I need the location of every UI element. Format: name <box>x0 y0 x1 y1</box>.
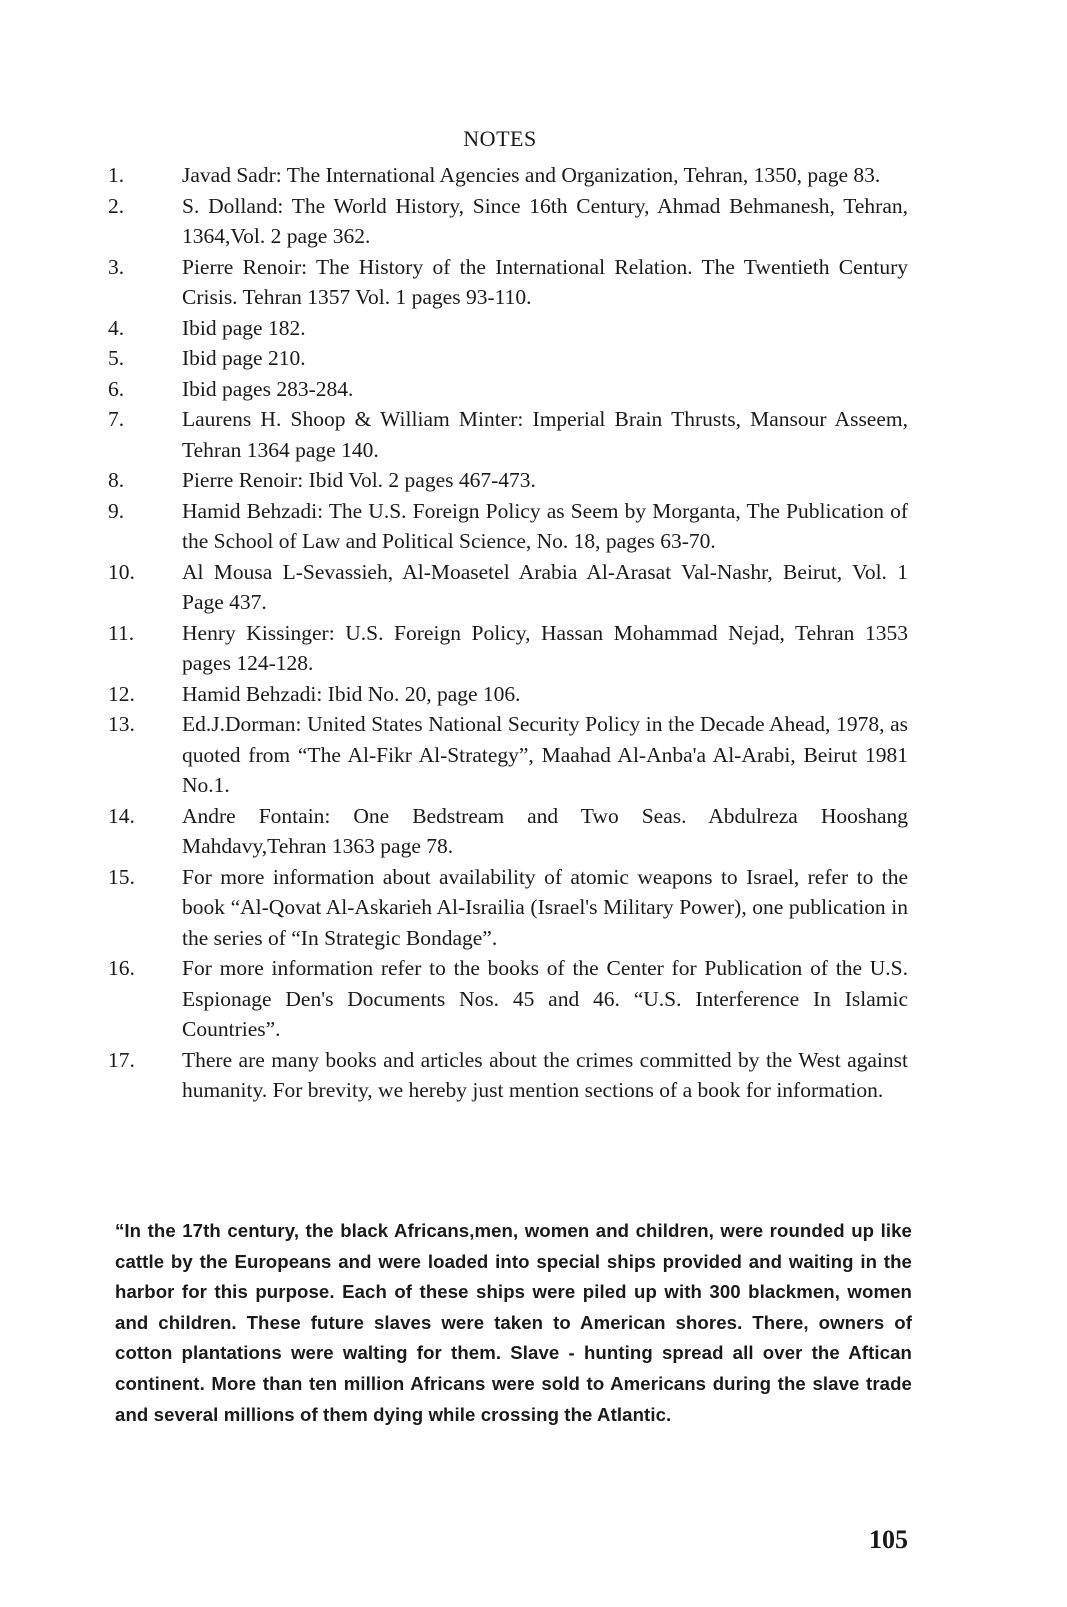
note-item <box>108 496 908 557</box>
note-item <box>108 709 908 801</box>
note-text: There are many books and articles about the crimes committed by the West against humanity. For brevity, we hereby just mention sections of a book for information. <box>182 1047 908 1102</box>
note-text: Laurens H. Shoop & William Minter: Imperial Brain Thrusts, Mansour Asseem, Tehran 1364 page 140. <box>182 407 908 462</box>
notes-heading: NOTES <box>463 126 537 151</box>
note-text: Ibid pages 283-284. <box>182 376 354 401</box>
note-item <box>108 374 908 405</box>
note-number: 13. <box>108 712 135 736</box>
note-item <box>108 404 908 465</box>
note-number: 17. <box>108 1047 135 1072</box>
note-text: Ibid page 210. <box>182 346 306 370</box>
note-number: 14. <box>108 803 135 828</box>
note-text: For more information about availability of atomic weapons to Israel, refer to the book “Al-Qovat Al-Askarieh Al-Israilia (Israel's Military Power), one publication in the series of “In Strategic Bondage”. <box>182 864 908 950</box>
note-number: 5. <box>108 346 125 370</box>
note-item <box>108 465 908 496</box>
note-number: 15. <box>108 864 135 889</box>
note-number: 10. <box>108 559 135 584</box>
page-number: 105 <box>869 1525 908 1554</box>
note-number: 16. <box>108 956 135 980</box>
note-text: Andre Fontain: One Bedstream and Two Seas. Abdulreza Hooshang Mahdavy,Tehran 1363 page 78. <box>182 803 908 858</box>
note-item <box>108 313 908 344</box>
note-item <box>108 343 908 374</box>
note-text: Javad Sadr: The International Agencies and Organization, Tehran, 1350, page 83. <box>182 163 881 187</box>
note-number: 9. <box>108 498 125 523</box>
note-item <box>108 1045 908 1106</box>
note-text: S. Dolland: The World History, Since 16th Century, Ahmad Behmanesh, Tehran, 1364,Vol. 2 page 362. <box>182 193 908 248</box>
note-number: 2. <box>108 193 125 218</box>
note-number: 3. <box>108 254 125 279</box>
note-text: Henry Kissinger: U.S. Foreign Policy, Hassan Mohammad Nejad, Tehran 1353 pages 124-128. <box>182 620 908 675</box>
note-number: 12. <box>108 681 135 706</box>
note-number: 7. <box>108 407 125 431</box>
note-text: Ed.J.Dorman: United States National Security Policy in the Decade Ahead, 1978, as quoted from “The Al-Fikr Al-Strategy”, Maahad Al-Anba'a Al-Arabi, Beirut 1981 No.1. <box>182 712 908 797</box>
note-number: 1. <box>108 163 125 187</box>
note-item <box>108 191 908 252</box>
note-item <box>108 160 908 191</box>
note-item <box>108 862 908 954</box>
note-number: 8. <box>108 468 125 492</box>
note-item <box>108 679 908 710</box>
note-text: Pierre Renoir: Ibid Vol. 2 pages 467-473. <box>182 468 536 492</box>
note-number: 4. <box>108 315 125 340</box>
note-text: Hamid Behzadi: The U.S. Foreign Policy as Seem by Morganta, The Publication of the School of Law and Political Science, No. 18, pages 63-70. <box>182 498 908 553</box>
note-number: 11. <box>108 620 135 645</box>
note-item <box>108 801 908 862</box>
notes-list <box>108 160 908 1106</box>
note-item <box>108 557 908 618</box>
quoted-passage: “In the 17th century, the black Africans,men, women and children, were rounded up like cattle by the Europeans and were loaded into special ships provided and waiting in the harbor for this purpose. Each of these ships were piled up with 300 blackmen, women and children. These future slaves were taken to American shores. There, owners of cotton plantations were walting for them. Slave - hunting spread all over the Aftican continent. More than ten million Africans were sold to Americans during the slave trade and several millions of them dying while crossing the Atlantic. <box>115 1220 912 1425</box>
note-text: Ibid page 182. <box>182 315 306 340</box>
note-text: Hamid Behzadi: Ibid No. 20, page 106. <box>182 681 521 706</box>
note-item <box>108 953 908 1045</box>
note-text: Pierre Renoir: The History of the International Relation. The Twentieth Century Crisis. Tehran 1357 Vol. 1 pages 93-110. <box>182 254 908 309</box>
note-text: Al Mousa L-Sevassieh, Al-Moasetel Arabia Al-Arasat Val-Nashr, Beirut, Vol. 1 Page 437. <box>182 559 908 614</box>
note-item <box>108 618 908 679</box>
note-text: For more information refer to the books of the Center for Publication of the U.S. Espionage Den's Documents Nos. 45 and 46. “U.S. Interference In Islamic Countries”. <box>182 956 908 1041</box>
note-number: 6. <box>108 376 125 401</box>
note-item <box>108 252 908 313</box>
